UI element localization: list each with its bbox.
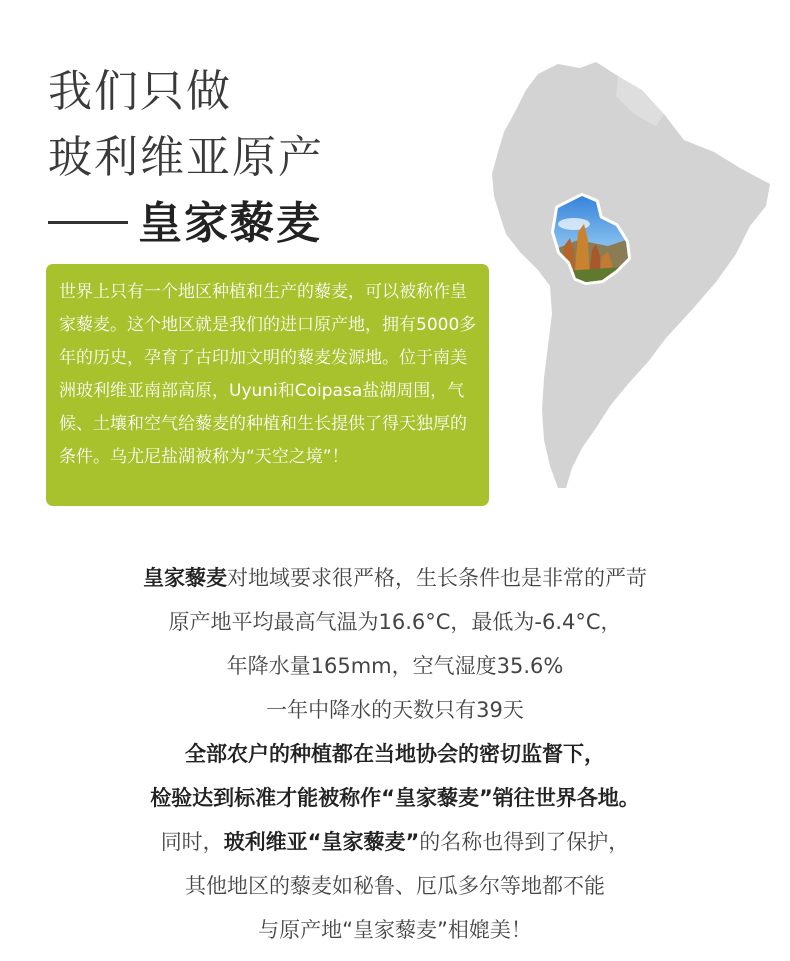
detail-line-7 (0, 820, 790, 864)
title-line-3 (48, 196, 322, 252)
title-line-3-text: 皇家藜麦 (138, 198, 322, 249)
detail-line-2: 原产地平均最高气温为16.6°C，最低为-6.4°C， (168, 610, 622, 634)
detail-line-3: 年降水量165mm，空气湿度35.6% (226, 654, 564, 678)
detail-line-1 (0, 556, 790, 600)
continent-shape (492, 62, 770, 488)
title-dash (48, 221, 128, 224)
detail-line-7-bold: 玻利维亚“皇家藜麦” (223, 830, 420, 854)
details-section (0, 556, 790, 952)
intro-text: 世界上只有一个地区种植和生产的藜麦，可以被称作皇家藜麦。这个地区就是我们的进口原产地，拥有5000多年的历史，孕育了古印加文明的藜麦发源地。位于南美洲玻利维亚南部高原，Uyuni和Coipasa盐湖周围，气候、土壤和空气给藜麦的种植和生长提供了得天独厚的条件。乌尤尼盐湖被称为“天空之境”！ (59, 282, 477, 467)
title-line-2: 玻利维亚原产 (48, 132, 324, 183)
intro-box (46, 264, 489, 506)
detail-line-6: 检验达到标准才能被称作“皇家藜麦”销往世界各地。 (150, 786, 640, 810)
title-line-1: 我们只做 (48, 66, 232, 117)
detail-line-8: 其他地区的藜麦如秘鲁、厄瓜多尔等地都不能 (185, 874, 605, 898)
detail-line-1-rest: 对地域要求很严格，生长条件也是非常的严苛 (227, 566, 647, 590)
south-america-map (478, 56, 778, 496)
detail-line-4: 一年中降水的天数只有39天 (266, 698, 524, 722)
detail-line-7-b: 的名称也得到了保护， (419, 830, 630, 854)
detail-line-9: 与原产地“皇家藜麦”相媲美！ (258, 918, 532, 942)
detail-line-5: 全部农户的种植都在当地协会的密切监督下， (185, 742, 605, 766)
detail-line-7-a: 同时， (160, 830, 224, 854)
detail-line-1-bold: 皇家藜麦 (143, 566, 227, 590)
